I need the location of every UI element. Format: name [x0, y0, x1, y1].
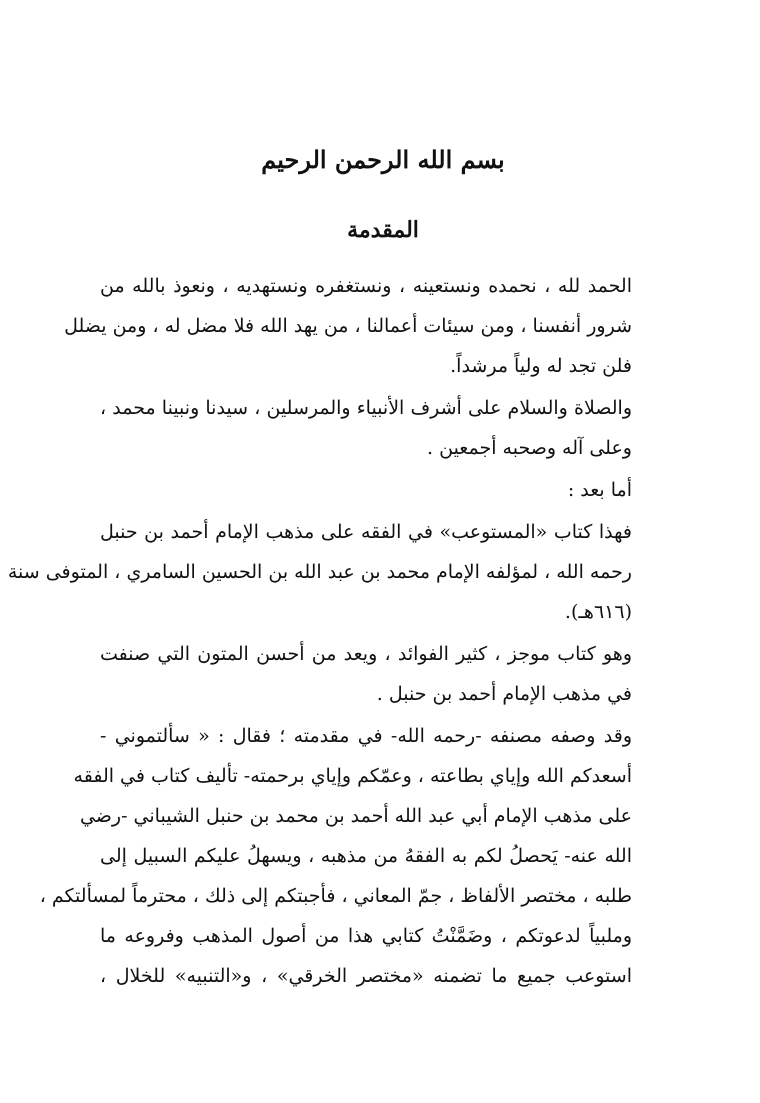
paragraph-amma-baad	[100, 470, 666, 510]
text-line: طلبه ، مختصر الألفاظ ، جمّ المعاني ، فأجبتكم إلى ذلك ، محترماً لمسألتكم ،	[39, 885, 632, 907]
text-line: (٦١٦هـ).	[564, 601, 632, 623]
paragraph-opening-praise	[64, 266, 666, 386]
text-line: في مذهب الإمام أحمد بن حنبل .	[376, 683, 632, 705]
text-line: أما بعد :	[567, 479, 632, 501]
text-line: وعلى آله وصحبه أجمعين .	[427, 437, 632, 459]
text-line: على مذهب الإمام أبي عبد الله أحمد بن محمد بن حنبل الشيباني -رضي	[79, 805, 632, 827]
text-line: فهذا كتاب «المستوعب» في الفقه على مذهب الإمام أحمد بن حنبل	[100, 521, 632, 543]
text-line: وملبياً لدعوتكم ، وضَمَّنْتُ كتابي هذا من أصول المذهب وفروعه ما	[100, 925, 632, 947]
text-line: استوعب جميع ما تضمنه «مختصر الخرقي» ، و«التنبيه» للخلال ،	[100, 965, 632, 987]
text-line: وقد وصفه مصنفه -رحمه الله- في مقدمته ؛ فقال : « سألتموني -	[100, 725, 632, 747]
text-line: الحمد لله ، نحمده ونستعينه ، ونستغفره ونستهديه ، ونعوذ بالله من	[100, 275, 632, 297]
paragraph-author-quote	[39, 716, 666, 996]
text-line: أسعدكم الله وإياي بطاعته ، وعمّكم وإياي برحمته- تأليف كتاب في الفقه	[73, 765, 632, 787]
document-page	[7, 140, 666, 998]
text-line: فلن تجد له ولياً مرشداً.	[450, 355, 632, 377]
text-line: شرور أنفسنا ، ومن سيئات أعمالنا ، من يهد الله فلا مضل له ، ومن يضلل	[64, 315, 632, 337]
text-line: رحمه الله ، لمؤلفه الإمام محمد بن عبد الله بن الحسين السامري ، المتوفى سنة	[7, 561, 632, 583]
paragraph-book-description	[100, 634, 666, 714]
text-line: وهو كتاب موجز ، كثير الفوائد ، ويعد من أحسن المتون التي صنفت	[100, 643, 632, 665]
text-line: الله عنه- يَحصلُ لكم به الفقهُ من مذهبه ، ويسهلُ عليكم السبيل إلى	[100, 845, 632, 867]
paragraph-book-intro	[7, 512, 666, 632]
basmala-title: بسم الله الرحمن الرحيم	[261, 145, 505, 174]
section-heading: المقدمة	[347, 217, 419, 243]
text-line: والصلاة والسلام على أشرف الأنبياء والمرسلين ، سيدنا ونبينا محمد ،	[100, 397, 632, 419]
paragraph-salutation	[100, 388, 666, 468]
